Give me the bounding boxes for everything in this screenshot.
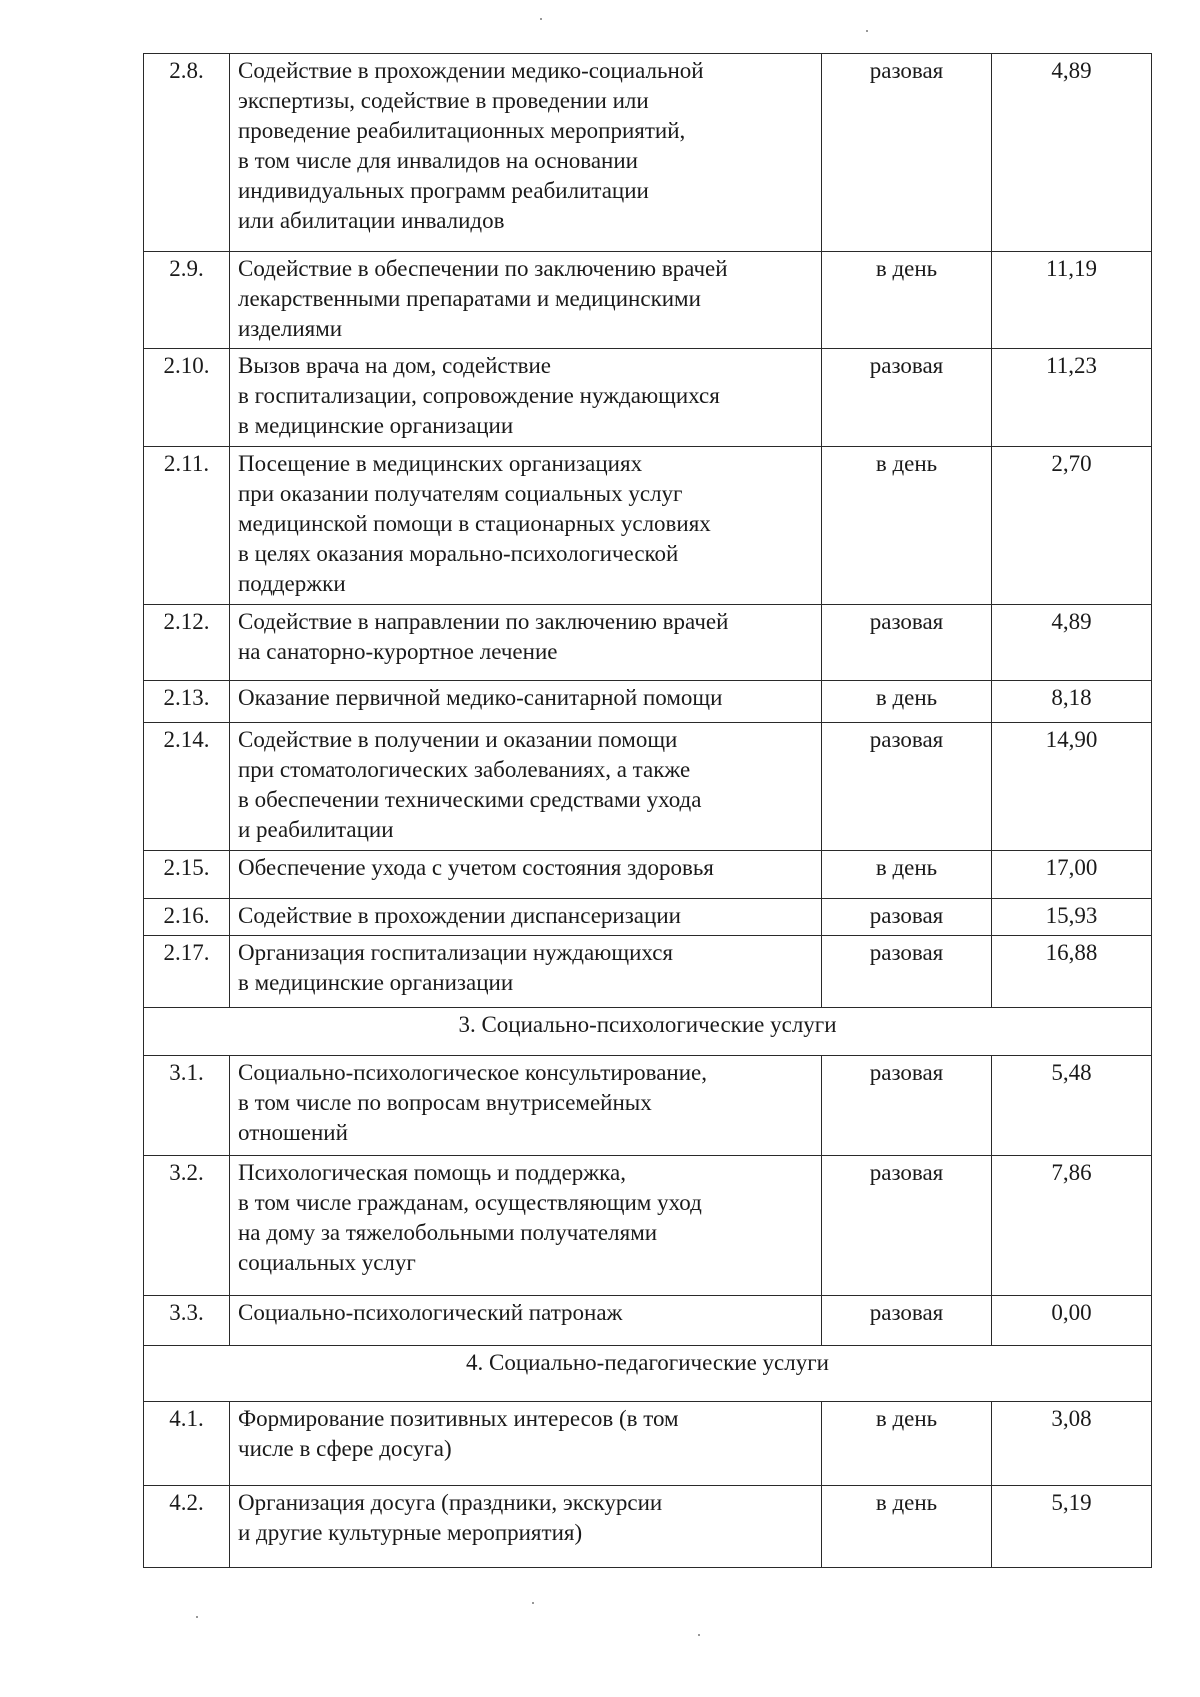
service-name: Организация госпитализации нуждающихся в медицинские организации [230, 936, 822, 1008]
service-frequency: разовая [822, 54, 992, 252]
table-row [144, 54, 1152, 252]
scan-speck [196, 1616, 198, 1618]
service-number: 4.1. [144, 1402, 230, 1486]
service-frequency: разовая [822, 605, 992, 681]
service-price: 7,86 [992, 1156, 1152, 1296]
service-number: 2.12. [144, 605, 230, 681]
table-row [144, 723, 1152, 851]
scan-speck [698, 1634, 700, 1636]
service-name: Организация досуга (праздники, экскурсии и другие культурные мероприятия) [230, 1486, 822, 1568]
table-row [144, 252, 1152, 349]
service-frequency: разовая [822, 1056, 992, 1156]
service-price: 11,23 [992, 349, 1152, 447]
service-frequency: в день [822, 1486, 992, 1568]
section-title: 4. Социально-педагогические услуги [144, 1346, 1152, 1402]
service-price: 5,19 [992, 1486, 1152, 1568]
service-frequency: в день [822, 681, 992, 723]
table-row [144, 1402, 1152, 1486]
service-number: 3.3. [144, 1296, 230, 1346]
service-price: 8,18 [992, 681, 1152, 723]
service-name: Содействие в обеспечении по заключению врачей лекарственными препаратами и медицинскими изделиями [230, 252, 822, 349]
service-frequency: в день [822, 447, 992, 605]
service-name: Социально-психологическое консультирование, в том числе по вопросам внутрисемейных отношений [230, 1056, 822, 1156]
service-price: 16,88 [992, 936, 1152, 1008]
service-number: 2.9. [144, 252, 230, 349]
table-row [144, 447, 1152, 605]
service-number: 4.2. [144, 1486, 230, 1568]
service-name: Содействие в получении и оказании помощи при стоматологических заболеваниях, а также в обеспечении техническими средствами ухода и реабилитации [230, 723, 822, 851]
service-number: 3.1. [144, 1056, 230, 1156]
service-price: 5,48 [992, 1056, 1152, 1156]
table-row [144, 1486, 1152, 1568]
table-row [144, 349, 1152, 447]
service-name: Формирование позитивных интересов (в том числе в сфере досуга) [230, 1402, 822, 1486]
section-title: 3. Социально-психологические услуги [144, 1008, 1152, 1056]
service-name: Обеспечение ухода с учетом состояния здоровья [230, 851, 822, 899]
service-frequency: в день [822, 851, 992, 899]
service-price: 11,19 [992, 252, 1152, 349]
service-frequency: в день [822, 1402, 992, 1486]
table-row [144, 899, 1152, 936]
service-frequency: разовая [822, 1156, 992, 1296]
service-name: Содействие в прохождении медико-социальной экспертизы, содействие в проведении или проведение реабилитационных мероприятий, в том числе для инвалидов на основании индивидуальных программ реабилитации или абилитации инвалидов [230, 54, 822, 252]
table-row [144, 1156, 1152, 1296]
service-name: Посещение в медицинских организациях при оказании получателям социальных услуг медицинской помощи в стационарных условиях в целях оказания морально-психологической поддержки [230, 447, 822, 605]
service-frequency: разовая [822, 349, 992, 447]
service-number: 3.2. [144, 1156, 230, 1296]
table-row [144, 936, 1152, 1008]
service-number: 2.8. [144, 54, 230, 252]
table-row [144, 851, 1152, 899]
service-name: Содействие в прохождении диспансеризации [230, 899, 822, 936]
service-name: Содействие в направлении по заключению врачей на санаторно-курортное лечение [230, 605, 822, 681]
service-frequency: разовая [822, 936, 992, 1008]
service-price: 3,08 [992, 1402, 1152, 1486]
service-frequency: разовая [822, 899, 992, 936]
table-row [144, 681, 1152, 723]
service-number: 2.16. [144, 899, 230, 936]
service-name: Оказание первичной медико-санитарной помощи [230, 681, 822, 723]
service-number: 2.10. [144, 349, 230, 447]
service-number: 2.17. [144, 936, 230, 1008]
service-frequency: разовая [822, 723, 992, 851]
service-frequency: в день [822, 252, 992, 349]
scan-speck [540, 18, 542, 20]
service-name: Психологическая помощь и поддержка, в том числе гражданам, осуществляющим уход на дому за тяжелобольными получателями социальных услуг [230, 1156, 822, 1296]
service-price: 14,90 [992, 723, 1152, 851]
table-body [144, 54, 1152, 1568]
service-price: 4,89 [992, 605, 1152, 681]
service-name: Социально-психологический патронаж [230, 1296, 822, 1346]
service-price: 2,70 [992, 447, 1152, 605]
services-tariff-table [143, 53, 1152, 1568]
service-frequency: разовая [822, 1296, 992, 1346]
service-number: 2.15. [144, 851, 230, 899]
section-header-row [144, 1008, 1152, 1056]
table-row [144, 605, 1152, 681]
scan-speck [532, 1602, 534, 1604]
service-number: 2.13. [144, 681, 230, 723]
table-row [144, 1296, 1152, 1346]
service-number: 2.11. [144, 447, 230, 605]
service-name: Вызов врача на дом, содействие в госпитализации, сопровождение нуждающихся в медицинские организации [230, 349, 822, 447]
service-price: 4,89 [992, 54, 1152, 252]
service-price: 15,93 [992, 899, 1152, 936]
service-price: 0,00 [992, 1296, 1152, 1346]
table-row [144, 1056, 1152, 1156]
section-header-row [144, 1346, 1152, 1402]
service-number: 2.14. [144, 723, 230, 851]
scan-speck [866, 30, 868, 32]
service-price: 17,00 [992, 851, 1152, 899]
